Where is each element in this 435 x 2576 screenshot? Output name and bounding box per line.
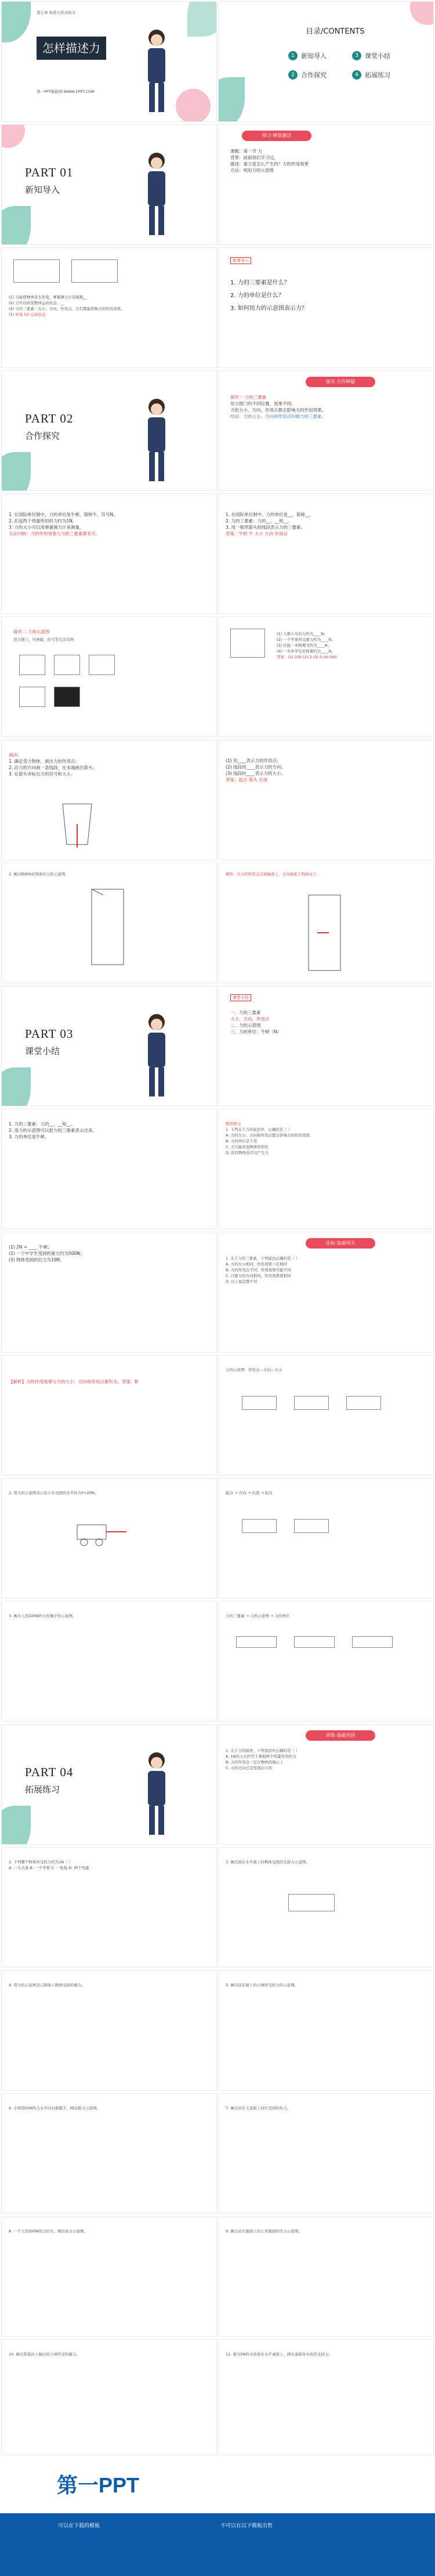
block-diagram — [288, 1894, 335, 1911]
slide-summary-2[interactable] — [1, 1109, 217, 1229]
question-text: 7. 画出吊在天花板上的灯受到的拉力。 — [226, 2106, 291, 2110]
text-line: C. 只要力的方向相同，作用效果就相同 — [226, 1273, 291, 1278]
text-line: (3) 力的三要素：大小、方向、作用点，它们都能影响力的作用效果。 — [9, 306, 125, 311]
text-line: A. 力的大小相同，作用效果一定相同 — [226, 1262, 287, 1267]
footer-strip — [0, 2513, 435, 2576]
text-line: (1) 用____表示力的作用点； — [226, 758, 281, 763]
teacher-illustration — [136, 394, 177, 487]
text-line: 1. 确定受力物体，画出力的作用点； — [9, 759, 80, 764]
question-text: 8. 一个人用200N的力拉车，画出该力示意图。 — [9, 2229, 88, 2234]
slide-estimation[interactable] — [218, 616, 434, 737]
text-line: (3) 物体受到的拉力为10N。 — [9, 1257, 64, 1262]
section-banner: 训练·基础巩固 — [306, 1730, 375, 1741]
question-3: 3. 如何用力的示意图表示力？ — [230, 305, 307, 312]
slide-part03[interactable] — [1, 986, 217, 1106]
text-line: 1. 力的三要素：力的__、__和__。 — [9, 1121, 75, 1127]
section-title: 探究二 力的示意图 — [13, 629, 50, 634]
text-line: D. 没有物体也可以产生力 — [226, 1150, 269, 1155]
toc-item-3[interactable]: 3 课堂小结 — [352, 51, 390, 60]
text-line: C. 力只能改变物体的形状 — [226, 1145, 269, 1149]
flow-box — [352, 1636, 393, 1648]
note-line: 答案：牛顿 牛 大小 方向 作用点 — [226, 531, 288, 536]
tag-label: 课堂小结 — [230, 994, 251, 1001]
part-number: PART 01 — [25, 165, 74, 179]
flow-box — [236, 1636, 277, 1648]
flow-box — [242, 1519, 277, 1533]
text-line: (1) 人推小车的力约为____N； — [277, 632, 328, 636]
text-line: C. 力的方向总是竖直向下的 — [226, 1766, 273, 1770]
slide-explore[interactable] — [218, 370, 434, 491]
text-line: 大小、方向、作用点 — [230, 1016, 270, 1022]
cover-title: 怎样描述力 — [37, 37, 106, 60]
text-line: B. 力的作用点一定在物体的重心上 — [226, 1760, 284, 1765]
slide-diagram-examples[interactable] — [1, 616, 217, 737]
text-line: 结论：力的大小、方向和作用点叫做力的三要素。 — [230, 414, 326, 419]
part-number: PART 03 — [25, 1027, 74, 1041]
text-line: 方法：利用力的示意图 — [230, 168, 274, 173]
text-line: 1. 在国际单位制中，力的单位是__，简称__， — [226, 512, 314, 517]
question-text: 5. 画出挂在墙上的小球所受拉力的示意图。 — [226, 1983, 299, 1987]
part-title: 课堂小结 — [25, 1046, 60, 1056]
text-line: 二、力的示意图 — [230, 1023, 261, 1028]
question-text: 11. 重为5N的木块放在水平桌面上，画出桌面对木块的支持力。 — [226, 2352, 332, 2357]
slide-flow[interactable] — [218, 1355, 434, 1475]
text-line: 2. 沿力的方向画一条线段，在末端画出箭头； — [9, 765, 97, 770]
footer-text-1: 可以在下载的模板 — [58, 2523, 100, 2529]
flow-box — [294, 1519, 329, 1533]
image-placeholder — [19, 655, 45, 675]
part-number: PART 02 — [25, 412, 74, 425]
cart-diagram — [71, 1513, 129, 1548]
leaf-decoration — [1, 1806, 31, 1845]
toc-item-1[interactable]: 1 新知导入 — [288, 51, 327, 60]
slide-exercise-6[interactable] — [1, 2093, 217, 2214]
answer-line: 答案：(1) 100 (2) 2 (3) 3 (4) 500 — [277, 655, 337, 659]
image-placeholder — [71, 259, 118, 283]
text-line: 画法： — [9, 752, 22, 757]
slide-steps[interactable] — [218, 1478, 434, 1599]
footer-text-2: 不可以在以下模板出售 — [220, 2523, 273, 2529]
text-line: (1) 力能使物体发生形变，弹簧测力计是根据__ — [9, 295, 87, 300]
text-line: 用力推门的不同位置，效果不同； — [230, 401, 296, 406]
leaf-decoration — [218, 77, 245, 122]
text-line: 一、力的三要素 — [230, 1010, 261, 1015]
text-line: 3. 在箭头旁标出力的符号和大小。 — [9, 771, 75, 777]
steps-text: 起点 → 方向 → 长度 → 标注 — [226, 1491, 273, 1495]
slide-concept-map[interactable] — [218, 1601, 434, 1722]
flow-box — [242, 1396, 277, 1410]
toc-item-2[interactable]: 2 合作探究 — [288, 70, 327, 80]
text-line: 三、力的单位：牛顿（N） — [230, 1029, 282, 1034]
text-line: 力的大小、方向、作用点都会影响力的作用效果。 — [230, 407, 326, 413]
slide-exercise-5[interactable] — [218, 1970, 434, 2091]
text-line: 课题：第一节 力 — [230, 149, 262, 154]
text-line: B. 力的单位是千克 — [226, 1139, 258, 1143]
question-text: 3. 画出放在水平面上的物体受到的支持力示意图。 — [226, 1860, 310, 1864]
text-line: 随堂练习 — [226, 1121, 241, 1126]
part-number: PART 04 — [25, 1765, 74, 1779]
question-1: 1. 力的三要素是什么？ — [230, 280, 290, 286]
ppt-logo: 第一PPT — [57, 2473, 140, 2497]
slide-cart-question[interactable] — [1, 1478, 217, 1599]
slide-part04[interactable] — [1, 1724, 217, 1845]
text-line: (2) 力可以改变物体运动状态，__ — [9, 301, 64, 305]
teacher-illustration — [136, 25, 177, 118]
slide-part01[interactable] — [1, 124, 217, 245]
question-text: 2. 画出物体A对斜面压力的示意图。 — [9, 872, 69, 876]
slide-diagram-fill[interactable] — [218, 739, 434, 860]
toc-title: 目录/CONTENTS — [306, 27, 365, 36]
slide-explore-3[interactable] — [218, 493, 434, 614]
slide-questions[interactable] — [218, 247, 434, 368]
text-line: 2. 用力的示意图可以把力的三要素表示出来。 — [9, 1128, 97, 1133]
website-label: 第一PPT模板网-WWW.1PPT.COM — [37, 89, 95, 94]
text-line: (1) 2N = ____ 牛顿； — [9, 1244, 52, 1250]
leaf-decoration — [1, 1067, 31, 1106]
slide-intro-questions[interactable] — [1, 247, 217, 368]
slide-exercise-8[interactable] — [1, 2216, 217, 2337]
text-line: A. 一头大象 B. 一个苹果 C. 一张纸 D. 两个鸡蛋 — [9, 1866, 89, 1870]
image-placeholder — [89, 655, 115, 675]
answer-line: (1) 形变 (2) 运动状态 — [9, 312, 46, 317]
flower-decoration — [410, 1, 434, 25]
section-desc: 用力推门、压弹簧、拉弓等生活实例 — [13, 637, 74, 642]
question-text: 2. 用力的示意图表示出小车受到的水平拉力F=20N。 — [9, 1491, 99, 1495]
flower-decoration — [1, 124, 25, 148]
leaf-decoration — [1, 452, 31, 491]
question-text: 9. 画出站在地面上的人对地面的压力示意图。 — [226, 2229, 302, 2234]
door-diagram — [306, 892, 346, 973]
text-line: 1. 关于力的三要素，下列说法正确的是（ ） — [226, 1256, 300, 1261]
slide-analysis[interactable] — [1, 1355, 217, 1475]
slide-exercise-4[interactable] — [1, 1970, 217, 2091]
text-line: 背景：前面我们学习过， — [230, 155, 278, 160]
question-2: 2. 力的单位是什么？ — [230, 293, 284, 299]
text-line: (3) 线段的____表示力的大小。 — [226, 771, 286, 776]
text-line: A. 力的大小、方向和作用点都会影响力的作用效果 — [226, 1133, 310, 1138]
tag-label: 新课导入 — [230, 257, 251, 264]
image-placeholder — [54, 687, 80, 707]
section-banner: 探究·合作释疑 — [306, 377, 375, 387]
part-title: 合作探究 — [25, 431, 60, 441]
flow-box — [294, 1636, 335, 1648]
text-line: 2. 托起两个鸡蛋所用的力约为1N。 — [9, 518, 77, 524]
answer-text: 解析：压力的作用点在接触面上，方向垂直于斜面向下。 — [226, 872, 320, 876]
text-line: 2. 力的三要素：力的__、__和__。 — [226, 518, 292, 524]
text-line: (3) 托起一本物理书约为____N； — [277, 643, 332, 648]
note-line: 方法归纳：力的作用效果与力的三要素都有关。 — [9, 531, 100, 536]
slide-door-question[interactable] — [1, 863, 217, 983]
slide-exercise-11[interactable] — [218, 2339, 434, 2455]
flow-box — [294, 1396, 329, 1410]
slide-summary[interactable] — [218, 986, 434, 1106]
chapter-label: 第七章 构造与作表的文 — [37, 10, 76, 15]
slide-exercise-2[interactable] — [1, 1847, 217, 1968]
concept-text: 力的三要素 → 力的示意图 → 力的单位 — [226, 1614, 290, 1618]
slide-force-diagram-method[interactable] — [1, 739, 217, 860]
slide-basic-challenge[interactable] — [218, 1232, 434, 1352]
text-line: B. 力的作用点不同，作用效果可能不同 — [226, 1268, 291, 1272]
text-line: 描述：重力是怎么产生的？力的作用效果 — [230, 161, 309, 167]
text-line: 3. 力的单位是牛顿。 — [9, 1134, 49, 1139]
part-title: 拓展练习 — [25, 1784, 60, 1795]
flow-title: 力的示意图：作用点—方向—大小 — [226, 1368, 282, 1372]
flow-box — [346, 1396, 381, 1410]
slide-preview[interactable] — [218, 124, 434, 245]
section-banner: 预习·情景激活 — [242, 131, 311, 141]
teacher-illustration — [136, 1748, 177, 1841]
text-line: (2) 一个苹果所受重力约为____N； — [277, 637, 335, 642]
slide-explore-2[interactable] — [1, 493, 217, 614]
flower-decoration — [176, 89, 211, 122]
slide-exercise-3[interactable] — [218, 1847, 434, 1968]
leaf-decoration — [1, 1, 31, 42]
text-line: 1. 关于力的描述，下列说法中正确的是（ ） — [226, 1748, 300, 1753]
answer-line: 答案：起点 箭头 长度 — [226, 777, 268, 782]
slide-door-answer[interactable] — [218, 863, 434, 983]
text-line: (2) 一个中学生受到的重力约为500N； — [9, 1251, 85, 1256]
question-text: 10. 画出竖直向上抛出的小球所受的重力。 — [9, 2352, 80, 2357]
leaf-decoration — [1, 206, 31, 245]
analysis-text: 【解析】力的作用效果与力的大小、方向和作用点都有关。答案：B — [9, 1379, 138, 1384]
door-diagram — [89, 886, 129, 968]
text-line: 探究一 力的三要素 — [230, 395, 267, 400]
question-text: 3. 画出人用100N的力拉绳子的示意图。 — [9, 1614, 77, 1618]
text-line: 3. 力的大小可以用弹簧测力计来测量。 — [9, 525, 84, 530]
section-banner: 达标·基础闯关 — [306, 1238, 375, 1249]
slide-rope-question[interactable] — [1, 1601, 217, 1722]
text-line: 2. 下列哪个物体所受的力约为1N（ ） — [9, 1860, 73, 1864]
text-line: 1. 在国际单位制中，力的单位是牛顿，简称牛，符号N。 — [9, 512, 118, 517]
text-line: A. 1N的力大约等于拿起两个鸡蛋所用的力 — [226, 1754, 296, 1759]
question-text: 6. 小明用50N的力水平向右推箱子，画出推力示意图。 — [9, 2106, 100, 2110]
slide-cover[interactable] — [1, 1, 217, 122]
text-line: 1. 下列关于力的说法中，正确的是（ ） — [226, 1127, 292, 1132]
text-line: 3. 用一根带箭头的线段表示力的三要素。 — [226, 525, 306, 530]
slide-exercise-7[interactable] — [218, 2093, 434, 2214]
text-line: (2) 线段的____表示力的方向； — [226, 764, 286, 770]
image-placeholder — [54, 655, 80, 675]
cup-diagram — [54, 798, 100, 850]
question-text: 4. 用力的示意图表示斜面上物体受到的重力。 — [9, 1983, 85, 1987]
slide-training[interactable] — [218, 1724, 434, 1845]
slide-part02[interactable] — [1, 370, 217, 491]
image-placeholder — [13, 259, 60, 283]
leaf-decoration — [187, 1, 217, 37]
teacher-illustration — [136, 148, 177, 241]
slide-exercise-10[interactable] — [1, 2339, 217, 2455]
part-title: 新知导入 — [25, 185, 60, 195]
image-placeholder — [19, 687, 45, 707]
toc-item-4[interactable]: 4 拓展练习 — [352, 70, 390, 80]
image-placeholder — [230, 629, 265, 658]
slide-toc[interactable] — [218, 1, 434, 122]
text-line: (4) 一名中学生的体重约为____N。 — [277, 649, 335, 654]
slide-practice-2[interactable] — [1, 1232, 217, 1352]
text-line: D. 以上说法都不对 — [226, 1279, 258, 1284]
teacher-illustration — [136, 1009, 177, 1102]
slide-exercise-9[interactable] — [218, 2216, 434, 2337]
slide-practice[interactable] — [218, 1109, 434, 1229]
